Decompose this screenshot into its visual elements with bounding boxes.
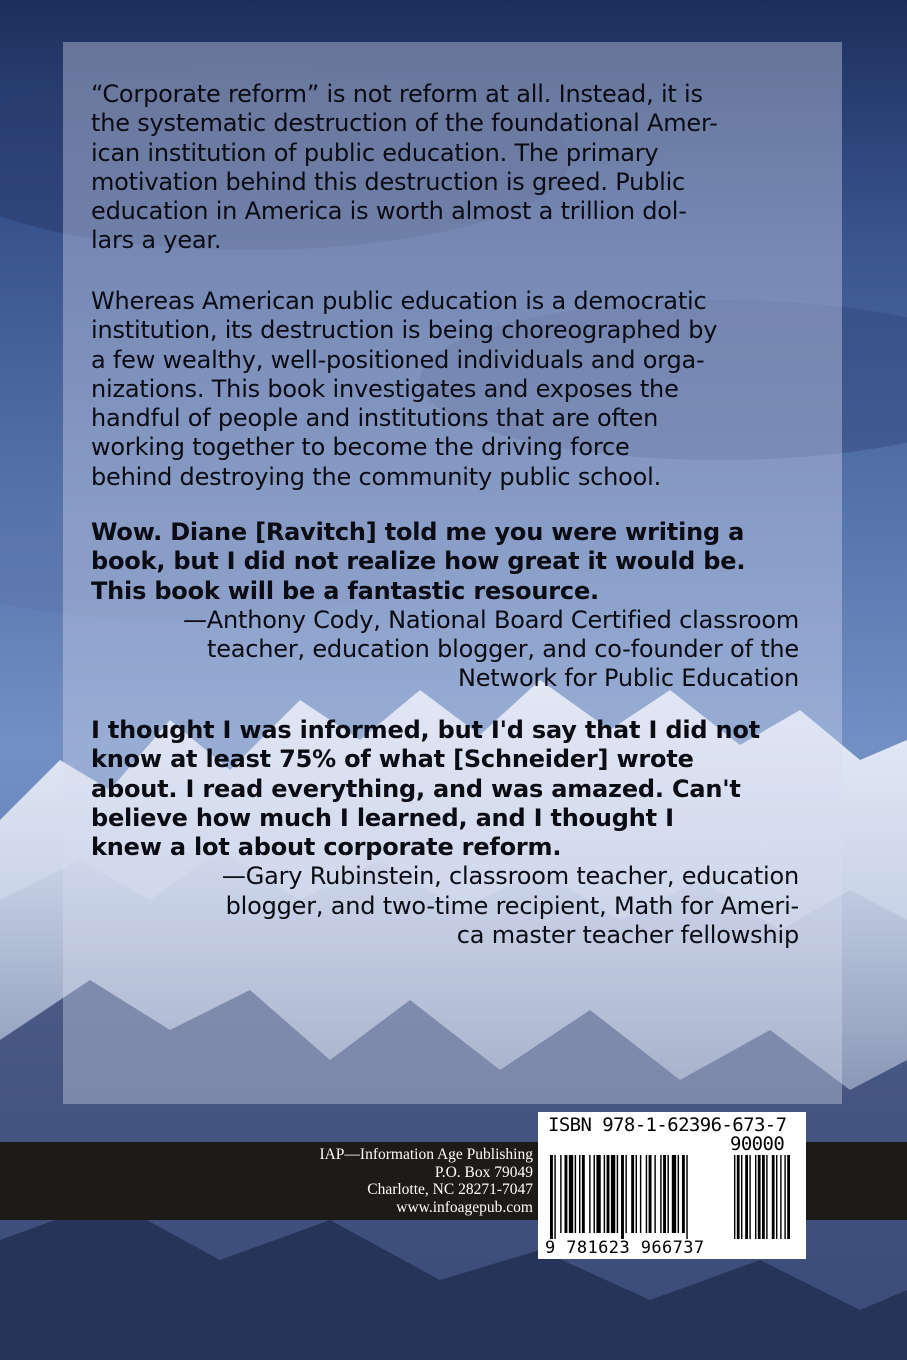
barcode-bar — [631, 1155, 634, 1233]
quote-attribution: —Gary Rubinstein, classroom teacher, education — [221, 862, 799, 891]
quote-attribution: teacher, education blogger, and co-founder of the — [206, 635, 799, 664]
barcode-addon-bar — [749, 1155, 750, 1239]
publisher-name: IAP—Information Age Publishing — [319, 1146, 533, 1163]
barcode-bar — [594, 1155, 595, 1233]
barcode-addon-bar — [772, 1155, 775, 1239]
barcode-bar — [649, 1155, 652, 1233]
quote-attribution: blogger, and two-time recipient, Math for Ameri- — [225, 891, 799, 920]
barcode-bar — [611, 1155, 615, 1233]
barcode-addon-bar — [741, 1155, 742, 1239]
barcode-bar — [636, 1155, 637, 1233]
barcode-bar — [589, 1155, 590, 1233]
price-addon: 90000 — [730, 1133, 785, 1155]
barcode-digits: 9 781623 966737 — [545, 1238, 705, 1258]
barcode-bar — [550, 1155, 553, 1239]
barcode-bar — [604, 1155, 605, 1233]
text-line: “Corporate reform” is not reform at all. Instead, it is — [91, 80, 703, 108]
text-line: institution, its destruction is being choreographed by — [91, 316, 718, 345]
quote-line: book, but I did not realize how great it would be. — [91, 547, 746, 576]
barcode-bar — [617, 1155, 618, 1233]
text-line: working together to become the driving force — [91, 433, 630, 462]
barcode-bar — [607, 1155, 610, 1233]
endorsement-quote-rubinstein — [91, 716, 821, 950]
text-line: Whereas American public education is a democratic — [91, 287, 707, 315]
barcode-bar — [596, 1155, 600, 1233]
isbn-text: ISBN 978-1-62396-673-7 — [548, 1114, 787, 1136]
text-line: nizations. This book investigates and exposes the — [91, 374, 679, 403]
publisher-po-box: P.O. Box 79049 — [434, 1163, 533, 1181]
endorsement-quote-cody — [91, 518, 821, 694]
publisher-city: Charlotte, NC 28271-7047 — [367, 1181, 533, 1199]
barcode-bar — [663, 1155, 666, 1233]
text-line: motivation behind this destruction is greed. Public — [91, 167, 686, 196]
barcode-bar — [667, 1155, 668, 1233]
barcode-addon-bar — [766, 1155, 767, 1239]
text-line: education in America is worth almost a trillion dol- — [91, 197, 687, 226]
barcode-bar — [660, 1155, 661, 1233]
quote-attribution: —Anthony Cody, National Board Certified classroom — [183, 605, 799, 634]
barcode-bar — [554, 1155, 555, 1239]
quote-line: Wow. Diane [Ravitch] told me you were writing a — [91, 518, 745, 546]
barcode-addon-bar — [784, 1155, 785, 1239]
barcode-bar — [582, 1155, 585, 1233]
text-line: lars a year. — [91, 226, 222, 255]
barcode-addon-bar — [755, 1155, 756, 1239]
description-paragraph-2 — [91, 287, 821, 492]
barcode-addon-bar — [734, 1155, 735, 1239]
barcode-bar — [640, 1155, 641, 1233]
barcode-bar — [575, 1155, 576, 1233]
quote-line: believe how much I learned, and I thought I — [91, 803, 674, 832]
barcode-bar — [682, 1155, 685, 1233]
barcode-bar — [646, 1155, 647, 1233]
text-line: behind destroying the community public school. — [91, 462, 662, 491]
barcode-addon-bar — [762, 1155, 765, 1239]
barcode-bar — [678, 1155, 679, 1233]
barcode-addon-bar — [758, 1155, 761, 1239]
quote-line: knew a lot about corporate reform. — [91, 833, 562, 862]
barcode-bar — [579, 1155, 580, 1233]
barcode-icon — [548, 1155, 798, 1239]
quote-line: I thought I was informed, but I'd say that I did not — [91, 716, 760, 744]
barcode-bar — [672, 1155, 676, 1233]
barcode-addon-bar — [780, 1155, 781, 1239]
barcode-addon-bar — [787, 1155, 790, 1239]
barcode-bar — [560, 1155, 561, 1233]
barcode-bar — [621, 1155, 624, 1239]
barcode-addon-bar — [745, 1155, 748, 1239]
text-line: ican institution of public education. The primary — [91, 138, 659, 167]
text-line: the systematic destruction of the foundational Amer- — [91, 109, 718, 138]
description-paragraph-1 — [91, 80, 821, 256]
barcode-bar — [686, 1155, 687, 1239]
text-line: handful of people and institutions that are often — [91, 404, 659, 433]
text-line: a few wealthy, well-positioned individuals and orga- — [91, 345, 705, 374]
publisher-info — [250, 1146, 533, 1216]
barcode-bar — [654, 1155, 655, 1233]
quote-attribution: Network for Public Education — [457, 664, 799, 693]
publisher-website: www.infoagepub.com — [396, 1198, 533, 1216]
barcode-bar — [569, 1155, 573, 1233]
barcode-addon-bar — [737, 1155, 740, 1239]
quote-line: This book will be a fantastic resource. — [91, 576, 599, 605]
quote-attribution: ca master teacher fellowship — [456, 921, 799, 950]
quote-line: know at least 75% of what [Schneider] wrote — [91, 745, 694, 774]
quote-line: about. I read everything, and was amazed. Can't — [91, 774, 741, 803]
barcode-bar — [625, 1155, 626, 1233]
barcode-addon-bar — [776, 1155, 777, 1239]
barcode-bar — [565, 1155, 568, 1233]
